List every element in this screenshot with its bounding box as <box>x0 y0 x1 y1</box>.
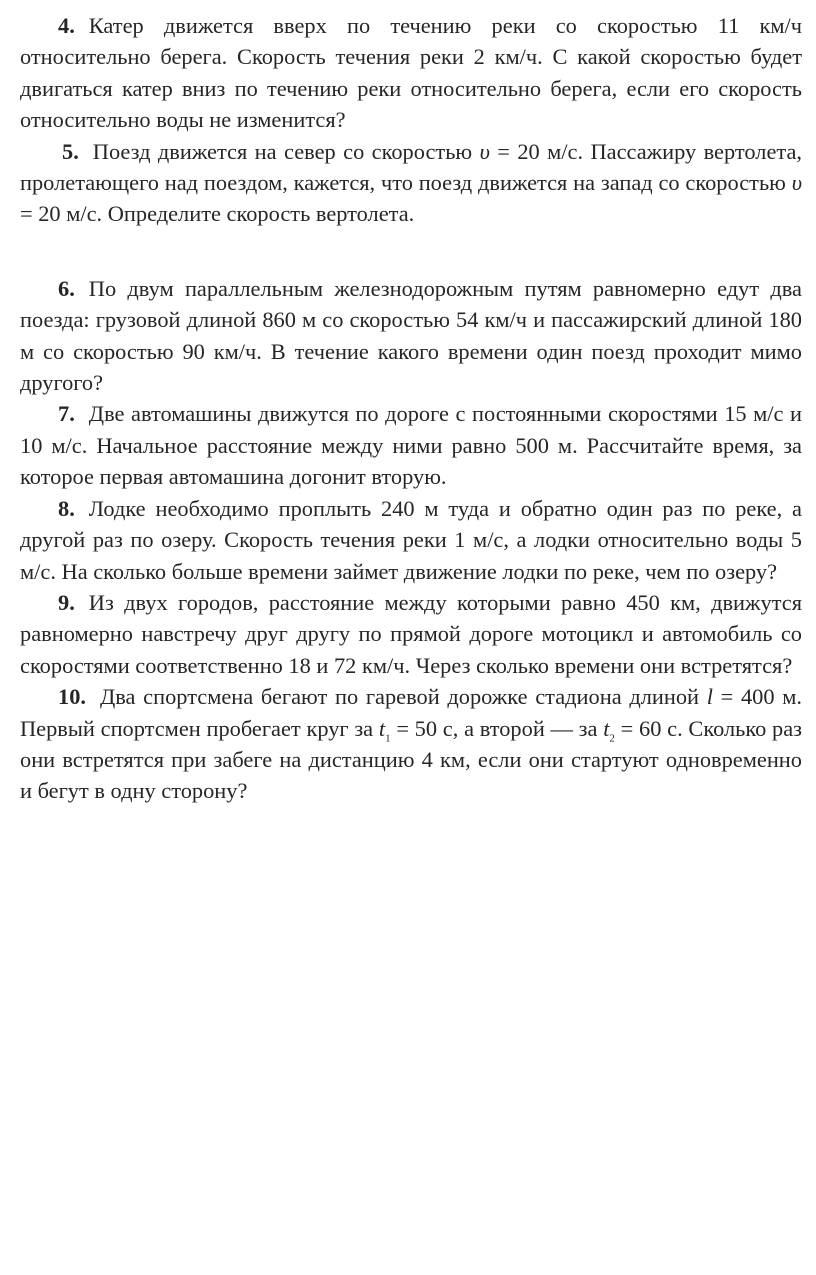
problem-number: 4. <box>58 13 75 38</box>
problem-text: = 50 с, а второй — за <box>390 715 604 741</box>
problem-text: По двум параллельным железнодорожным путям равномерно едут два поезда: грузовой длиной 860 м со скоростью 54 км/ч и пассажирский длиной 180 м со скоростью 90 км/ч. В течение какого времени один поезд проходит мимо другого? <box>20 275 802 396</box>
problem-number: 7. <box>58 401 75 427</box>
length-symbol: l <box>706 684 713 710</box>
problem-text: Две автомашины движутся по дороге с постоянными скоростями 15 м/с и 10 м/с. Начальное расстояние между ними равно 500 м. Рассчитайте время, за которое первая автомашина догонит вторую. <box>20 401 802 490</box>
problem-8 <box>20 493 802 587</box>
problem-text: Два спортсмена бегают по гаревой дорожке стадиона длиной <box>100 684 707 710</box>
problem-text: Катер движется вверх по течению реки со скоростью 11 км/ч относительно берега. Скорость течения реки 2 км/ч. С какой скоростью будет двигаться катер вниз по течению реки относительно берега, если его скорость относительно воды не изменится? <box>20 13 802 133</box>
page-blank-area <box>20 807 802 808</box>
time-symbol: t <box>603 715 610 741</box>
problem-4 <box>20 10 802 136</box>
velocity-symbol: υ <box>791 170 802 196</box>
subscript: 2 <box>609 732 615 744</box>
subscript: 1 <box>385 732 391 744</box>
problem-number: 8. <box>58 495 75 521</box>
problem-text: = 60 с. Сколько раз они встретятся при забеге на дистанцию 4 км, если они стартуют одновременно и бегут в одну сторону? <box>20 715 803 804</box>
problem-6 <box>20 273 802 399</box>
problem-text: Поезд движется на север со скоростью <box>92 138 480 164</box>
problem-number: 10. <box>58 684 86 710</box>
problem-text: Из двух городов, расстояние между которыми равно 450 км, движутся равномерно навстречу друг другу по прямой дороге мотоцикл и автомобиль со скоростями соответственно 18 и 72 км/ч. Через сколько времени они встретятся? <box>20 589 802 678</box>
problem-text: = 400 м. Первый спортсмен пробегает круг за <box>20 684 802 741</box>
problem-number: 9. <box>58 589 75 615</box>
problem-10 <box>20 681 802 807</box>
problem-number: 6. <box>58 275 75 301</box>
problem-7 <box>20 398 802 492</box>
problem-text: = 20 м/с. Пассажиру вертолета, пролетающего над поездом, кажется, что поезд движется на запад со скоростью <box>20 138 802 196</box>
problem-number: 5. <box>62 138 79 164</box>
problem-text: = 20 м/с. Определите скорость вертолета. <box>20 201 415 227</box>
problem-9 <box>20 587 802 681</box>
problem-5 <box>20 136 802 230</box>
problem-text: Лодке необходимо проплыть 240 м туда и обратно один раз по реке, а другой раз по озеру. Скорость течения реки 1 м/с, а лодки относительно воды 5 м/с. На сколько больше времени займет движение лодки по реке, чем по озеру? <box>20 495 802 584</box>
time-symbol: t <box>378 715 386 741</box>
velocity-symbol: υ <box>479 138 490 164</box>
